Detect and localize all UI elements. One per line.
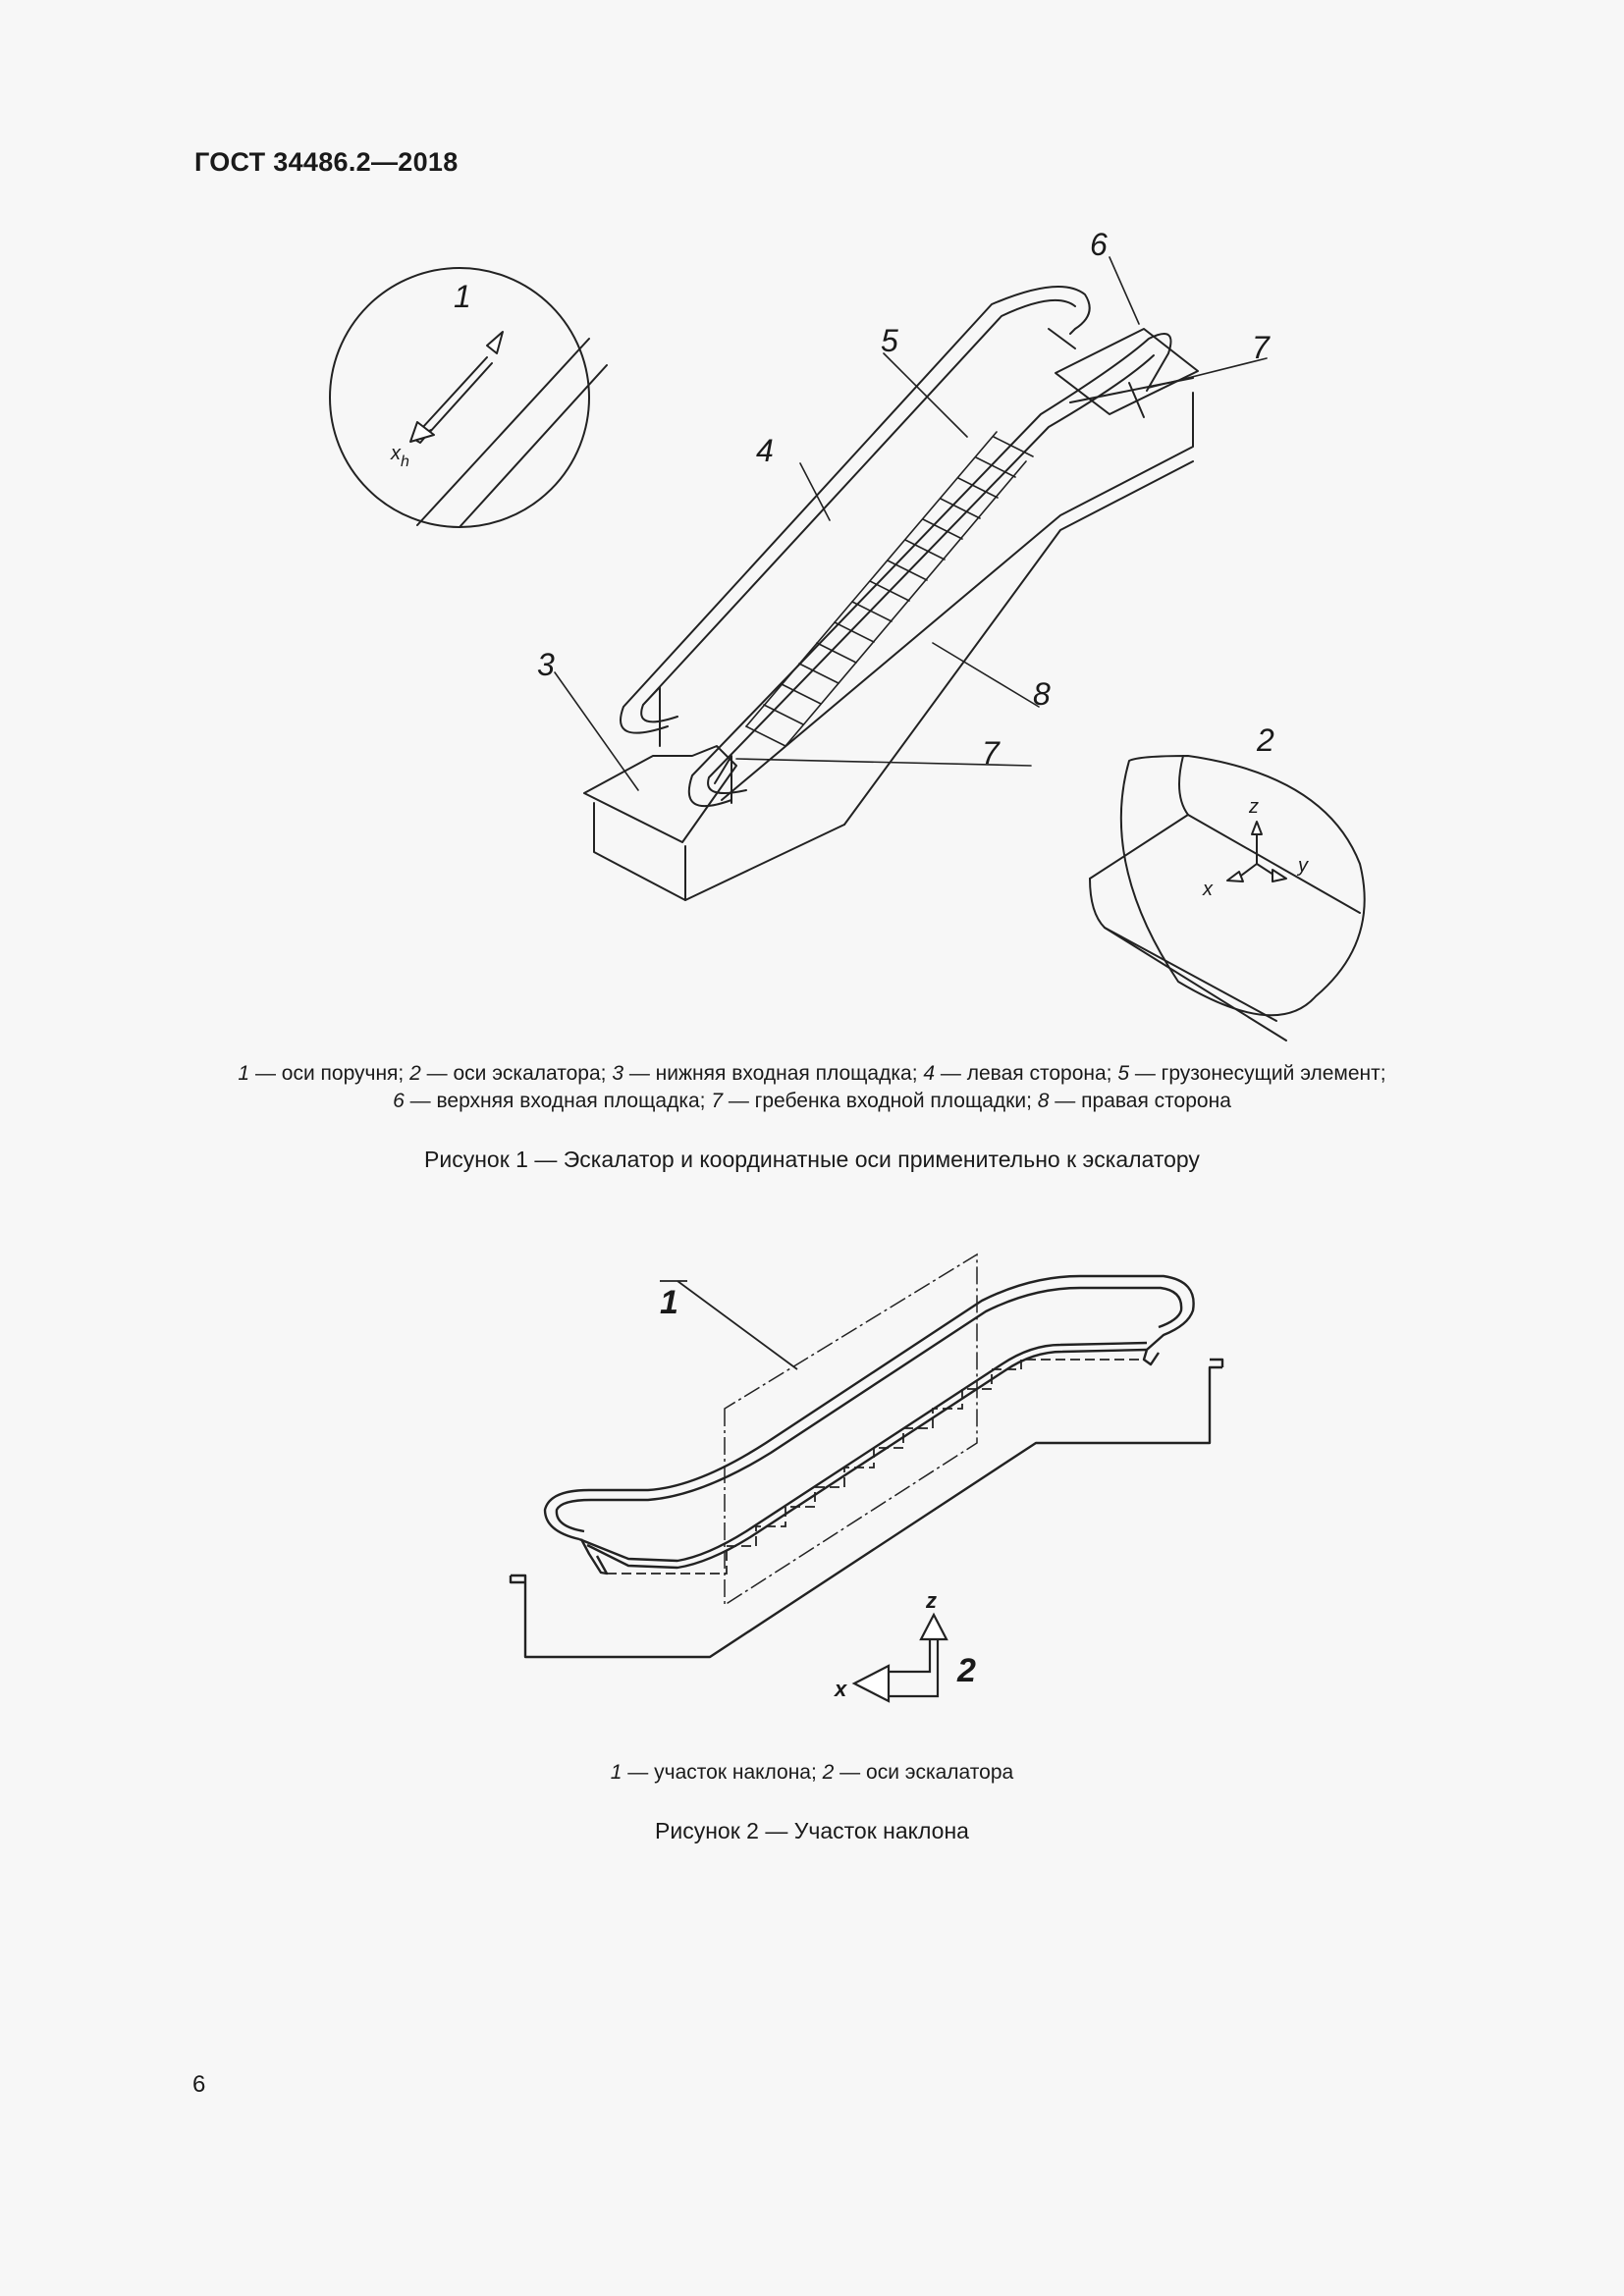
left-handrail <box>621 287 1090 746</box>
detail-escalator-axes <box>1090 756 1365 1041</box>
figure-2-legend-line <box>0 1759 1624 1787</box>
legend-key-text: — верхняя входная площадка; <box>404 1090 712 1112</box>
axis-label-y: y <box>1298 855 1308 877</box>
axis-label-x: x <box>835 1677 847 1701</box>
callout-4: 4 <box>756 433 774 468</box>
callout-1: 1 <box>660 1284 678 1321</box>
figure-2-caption: Рисунок 2 — Участок наклона <box>655 1818 969 1843</box>
legend-key-number: 8 <box>1037 1090 1050 1112</box>
legend-key-number: 5 <box>1117 1062 1130 1085</box>
callout-1: 1 <box>454 279 471 314</box>
callout-7-upper: 7 <box>1252 330 1270 365</box>
legend-key-number: 7 <box>711 1090 724 1112</box>
legend-key-text: — оси эскалатора; <box>420 1062 613 1085</box>
callout-5: 5 <box>881 323 898 358</box>
axis-label-xh: $x_h$ <box>391 443 409 470</box>
figure-1-legend <box>0 1060 1624 1115</box>
legend-key-number: 1 <box>238 1062 250 1085</box>
legend-key-text: — оси поручня; <box>249 1062 410 1085</box>
right-handrail <box>689 334 1171 806</box>
inclined-section-boundary <box>725 1255 977 1605</box>
axis-label-z: z <box>926 1588 937 1613</box>
legend-key-text: — правая сторона <box>1049 1090 1231 1112</box>
legend-key-text: — нижняя входная площадка; <box>623 1062 924 1085</box>
figure-1-legend-line-1 <box>0 1060 1624 1088</box>
legend-key-number: 2 <box>822 1761 835 1784</box>
legend-key-number: 1 <box>610 1761 623 1784</box>
figure-1-caption: Рисунок 1 — Эскалатор и координатные оси применительно к эскалатору <box>424 1147 1200 1172</box>
figure-1-escalator-drawing <box>0 0 1624 1060</box>
callout-1-leader <box>677 1281 797 1369</box>
legend-key-text: — левая сторона; <box>935 1062 1118 1085</box>
callout-2: 2 <box>957 1652 976 1689</box>
truss-outline <box>511 1367 1222 1657</box>
axis-label-x: x <box>1203 879 1213 900</box>
callout-3: 3 <box>537 647 555 682</box>
step-profile <box>607 1360 1144 1574</box>
figure-2-legend <box>0 1759 1624 1787</box>
callout-2: 2 <box>1257 722 1274 758</box>
callout-7-lower: 7 <box>982 735 1000 771</box>
document-id: ГОСТ 34486.2—2018 <box>194 147 459 177</box>
legend-key-number: 2 <box>409 1062 421 1085</box>
legend-key-number: 3 <box>612 1062 624 1085</box>
callout-leaders <box>555 257 1267 790</box>
axis-label-z: z <box>1249 796 1259 818</box>
legend-key-text: — гребенка входной площадки; <box>723 1090 1038 1112</box>
escalator-steps <box>746 432 1033 746</box>
legend-key-text: — оси эскалатора <box>834 1761 1014 1784</box>
figure-2-axes-icon <box>854 1615 947 1701</box>
legend-key-number: 6 <box>393 1090 405 1112</box>
figure-2-inclined-section-drawing <box>0 1227 1624 1718</box>
callout-6: 6 <box>1090 227 1108 262</box>
handrail-inner <box>579 1343 1147 1561</box>
callout-8: 8 <box>1033 676 1051 712</box>
right-side-truss <box>722 378 1193 825</box>
legend-key-text: — грузонесущий элемент; <box>1129 1062 1386 1085</box>
legend-key-number: 4 <box>923 1062 936 1085</box>
page-number: 6 <box>192 2071 206 2098</box>
figure-1-legend-line-2 <box>0 1088 1624 1115</box>
legend-key-text: — участок наклона; <box>622 1761 823 1784</box>
